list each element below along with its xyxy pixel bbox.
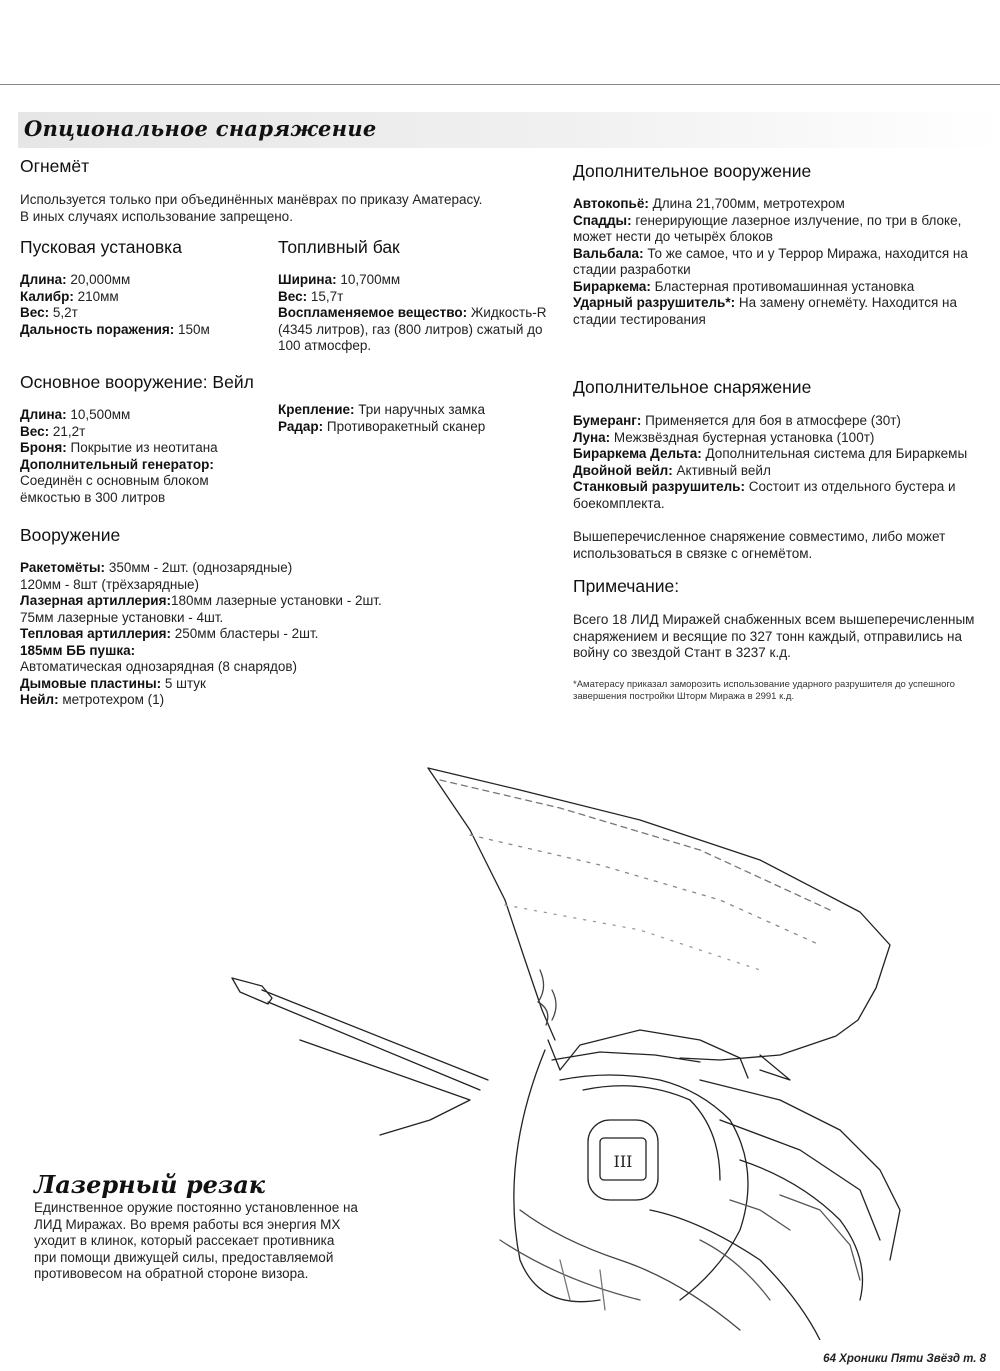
text-line: *Аматерасу приказал заморозить использование ударного разрушителя до успешного <box>573 679 955 690</box>
spec-row: Вес: 15,7т <box>278 288 344 304</box>
spec-row: может нести до четырёх блоков <box>573 229 773 244</box>
spec-row: Бираркема: Бластерная противомашинная установка <box>573 278 915 294</box>
text-line: ЛИД Миражах. Во время работы вся энергия МХ <box>34 1216 341 1232</box>
spec-row: Дополнительный генератор: <box>20 456 214 472</box>
spec-row: Автоматическая однозарядная (8 снарядов) <box>20 659 298 674</box>
page-footer: 64 Хроники Пяти Звёзд т. 8 <box>823 1353 986 1365</box>
fuel-tank-specs <box>278 272 547 355</box>
spec-row: 185мм ББ пушка: <box>20 642 136 658</box>
spec-row: Ракетомёты: 350мм - 2шт. (однозарядные) <box>20 560 293 575</box>
spec-row: Калибр: 210мм <box>20 288 119 304</box>
spec-row: Радар: Противоракетный сканер <box>278 418 486 434</box>
spec-row: Ширина: 10,700мм <box>278 272 401 287</box>
compatibility-text <box>573 529 945 562</box>
spec-row: стадии разработки <box>573 262 691 277</box>
flamethrower-text <box>20 192 482 225</box>
launcher-specs <box>20 272 210 338</box>
text-line: Используется только при объединённых манёврах по приказу Аматерасу. <box>20 192 483 207</box>
spec-row: боекомплекта. <box>573 495 665 511</box>
spec-row: 100 атмосфер. <box>278 338 372 353</box>
spec-row: Станковый разрушитель: Состоит из отдельного бустера и <box>573 479 956 494</box>
spec-row: Дымовые пластины: 5 штук <box>20 675 206 691</box>
spec-row: Бираркема Дельта: Дополнительная система для Бираркемы <box>573 446 968 461</box>
main-weapon-heading: Основное вооружение: Вейл <box>20 372 254 392</box>
text-line: завершения постройки Шторм Миража в 2991 к.д. <box>573 691 795 702</box>
spec-row: Дальность поражения: 150м <box>20 321 210 337</box>
spec-row: Длина: 20,000мм <box>20 272 131 287</box>
top-rule <box>0 84 1000 85</box>
spec-row: Броня: Покрытие из неотитана <box>20 440 218 455</box>
launcher-heading: Пусковая установка <box>20 237 182 257</box>
text-line: В иных случаях использование запрещено. <box>20 208 293 224</box>
text-line: Всего 18 ЛИД Миражей снабженных всем вышеперечисленным <box>573 612 975 627</box>
spec-row: Нейл: метротехром (1) <box>20 692 165 707</box>
body-curve <box>514 1050 600 1302</box>
flamethrower-heading: Огнемёт <box>20 156 90 176</box>
spec-row: Длина: 10,500мм <box>20 407 131 422</box>
text-line: войну со звездой Стант в 3237 к.д. <box>573 645 791 660</box>
text-line: при помощи движущей силы, предоставляемой <box>34 1249 334 1265</box>
note-heading: Примечание: <box>573 576 680 596</box>
extra-equipment-heading: Дополнительное снаряжение <box>573 377 812 397</box>
extra-weapons-heading: Дополнительное вооружение <box>573 161 812 181</box>
footnote <box>573 679 955 703</box>
spec-row: Бумеранг: Применяется для боя в атмосфере (30т) <box>573 413 901 428</box>
main-weapon-specs-right <box>278 402 485 435</box>
spec-row: Воспламеняемое вещество: Жидкость-R <box>278 305 547 320</box>
text-line: снаряжением и весящие по 327 тонн каждый, отправились на <box>573 628 963 644</box>
laser-cutter-heading: Лазерный резак <box>34 1170 266 1199</box>
spec-row: 75мм лазерные установки - 4шт. <box>20 609 224 625</box>
spec-row: (4345 литров), газ (800 литров) сжатый до <box>278 321 543 337</box>
spec-row: Двойной вейл: Активный вейл <box>573 462 771 478</box>
main-weapon-specs <box>20 407 218 506</box>
spec-row: Луна: Межзвёздная бустерная установка (100т) <box>573 429 875 445</box>
spec-row: Спадды: генерирующие лазерное излучение, по три в блоке, <box>573 212 962 228</box>
spec-row: ёмкостью в 300 литров <box>20 489 166 505</box>
emblem-numeral: III <box>613 1152 633 1171</box>
banner-title: Опциональное снаряжение <box>24 116 377 141</box>
note-text <box>573 612 974 662</box>
text-line: Вышеперечисленное снаряжение совместимо, либо может <box>573 529 946 544</box>
spec-row: Вес: 5,2т <box>20 305 78 320</box>
spec-row: Автокопьё: Длина 21,700мм, метротехром <box>573 196 845 211</box>
spec-row: стадии тестирования <box>573 311 706 327</box>
spec-row: Крепление: Три наручных замка <box>278 402 486 417</box>
text-line: Единственное оружие постоянно установленное на <box>34 1200 358 1215</box>
laser-cutter-text <box>34 1200 358 1283</box>
section-banner <box>18 112 1000 148</box>
extra-weapons-specs <box>573 196 968 328</box>
blade-outline <box>428 768 890 1060</box>
spec-row: Вальбала: То же самое, что и у Террор Миража, находится на <box>573 245 968 261</box>
armament-heading: Вооружение <box>20 525 121 545</box>
spec-row: Ударный разрушитель*: На замену огнемёту. Находится на <box>573 295 958 310</box>
spec-row: Тепловая артиллерия: 250мм бластеры - 2шт. <box>20 626 319 641</box>
fuel-tank-heading: Топливный бак <box>278 237 400 257</box>
text-line: уходит в клинок, который рассекает противника <box>34 1233 335 1248</box>
text-line: использоваться в связке с огнемётом. <box>573 545 813 561</box>
armament-specs <box>20 560 382 709</box>
spec-row: Соединён с основным блоком <box>20 473 209 488</box>
extra-equipment-specs <box>573 413 967 512</box>
spec-row: Вес: 21,2т <box>20 423 86 439</box>
spec-row: Лазерная артиллерия:180мм лазерные установки - 2шт. <box>20 593 382 608</box>
text-line: противовесом на обратной стороне визора. <box>34 1266 309 1281</box>
spec-row: 120мм - 8шт (трёхзарядные) <box>20 576 200 592</box>
